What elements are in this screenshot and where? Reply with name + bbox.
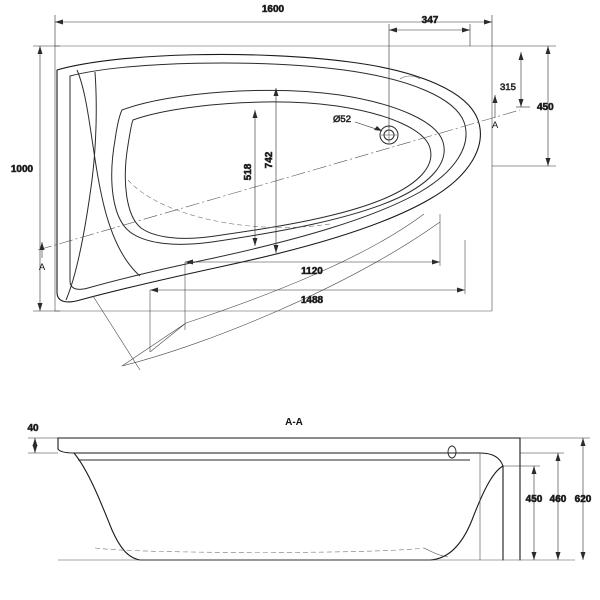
tub-left-corner-curve (66, 70, 140, 300)
section-mark-top (492, 95, 499, 131)
dimension-overall-depth (11, 46, 60, 311)
plan-leader-lines (93, 296, 186, 370)
plan-view (11, 4, 556, 370)
dimension-rim-thickness-label: 40 (27, 423, 39, 434)
dimension-height-450-label: 450 (525, 494, 543, 505)
dimension-drain-offset (500, 52, 530, 107)
tub-rim-line (70, 63, 466, 289)
section-view-a-a (27, 417, 591, 560)
dimension-drain-diameter-label: Ø52 (333, 114, 351, 125)
dimension-inner-1120-label: 1120 (301, 266, 323, 277)
section-inner-lines (78, 453, 480, 560)
section-mark-left-label: A (38, 262, 46, 273)
dimension-inner-1488 (150, 240, 465, 352)
plan-bounding-box (55, 46, 492, 311)
dimension-height-460-label: 460 (549, 494, 567, 505)
drain-hole (380, 126, 398, 144)
dimension-inner-742-label: 742 (264, 151, 275, 169)
dimension-drain-diameter (333, 114, 382, 131)
tub-outer-outline (57, 54, 480, 301)
dimension-height-460 (520, 453, 567, 560)
section-mark-top-label: A (491, 120, 499, 131)
section-view-label: A-A (285, 417, 303, 428)
dimension-right-height (492, 46, 556, 166)
dimension-inner-1120 (185, 214, 440, 330)
dimension-inner-518-label: 518 (243, 163, 254, 181)
dimension-offset-right-label: 347 (421, 15, 439, 26)
dimension-height-620-label: 620 (574, 494, 592, 505)
dimension-overall-depth-label: 1000 (10, 164, 34, 175)
dimension-height-450 (503, 466, 543, 560)
construction-arcs (122, 180, 440, 366)
section-overflow-hole (448, 446, 456, 458)
dimension-overall-width-label: 1600 (261, 4, 285, 15)
center-axis-line (38, 110, 520, 250)
dimension-rim-thickness (27, 423, 58, 453)
section-body (58, 449, 503, 560)
dimension-inner-1488-label: 1488 (300, 295, 324, 306)
dimension-drain-offset-label: 315 (500, 82, 516, 93)
dimension-right-height-label: 450 (537, 102, 554, 113)
tub-inner-basin (112, 90, 444, 244)
